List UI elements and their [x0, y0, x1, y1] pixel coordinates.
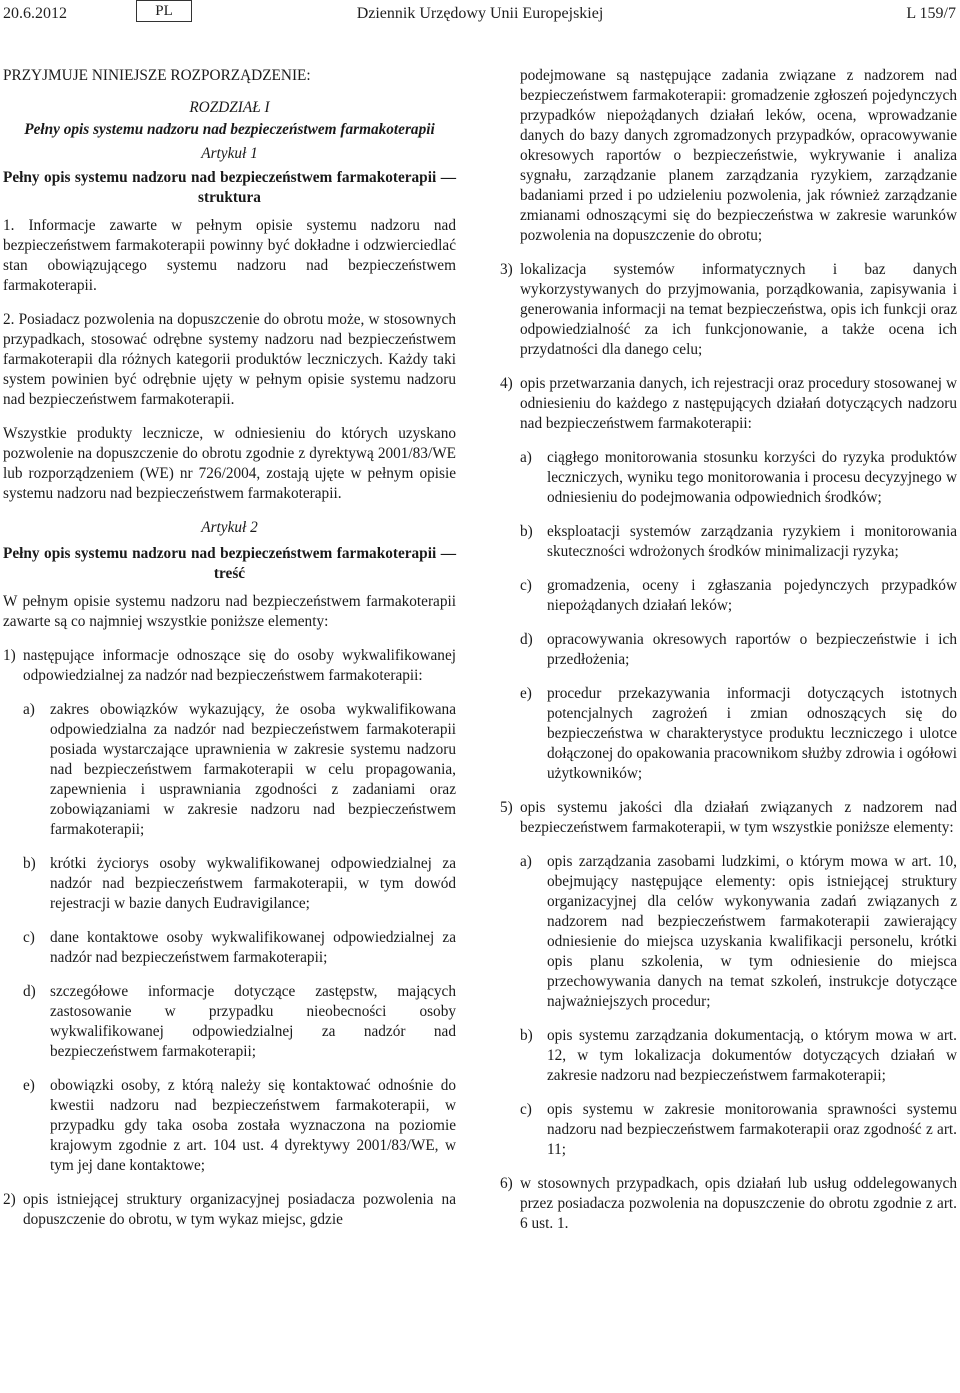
list-marker: a) [520, 449, 532, 466]
publication-date: 20.6.2012 [3, 5, 67, 22]
list-item [23, 700, 456, 840]
list-item [3, 1190, 456, 1230]
list-text: opis zarządzania zasobami ludzkimi, o którym mowa w art. 10, obejmujący następujące elementy: opis istniejącej struktury organizacyjnej dla celów wykonywania zadań związanych z nadzorem nad bezpieczeństwem farmakoterapii zawierający odniesienie do miejsca uzyskania kwalifikacji personelu, krótki opis planu szkolenia, w tym odniesienie do miejsca przechowywania danych na temat szkoleń, instrukcje dotyczące najważniejszych procedur; [547, 853, 957, 1010]
list-text: opis istniejącej struktury organizacyjnej posiadacza pozwolenia na dopuszczenie do obrotu, w tym wykaz miejsc, gdzie [23, 1191, 456, 1228]
list-item [500, 798, 957, 838]
list-text: w stosownych przypadkach, opis działań lub usług oddelegowanych przez posiadacza pozwolenia na dopuszczenie do obrotu zgodnie z art. 6 ust. 1. [520, 1175, 957, 1232]
list-item [23, 982, 456, 1062]
list-item [3, 646, 456, 686]
list-item [500, 1174, 957, 1234]
list-marker: e) [23, 1077, 35, 1094]
list-text: opracowywania okresowych raportów o bezpieczeństwie i ich przedłożenia; [547, 631, 957, 668]
list-text: gromadzenia, oceny i zgłaszania pojedynczych przypadków niepożądanych działań leków; [547, 577, 957, 614]
list-text: opis systemu jakości dla działań związanych z nadzorem nad bezpieczeństwem farmakoterapii, w tym wszystkie poniższe elementy: [520, 799, 957, 836]
chapter-title: Pełny opis systemu nadzoru nad bezpieczeństwem farmakoterapii [24, 121, 435, 138]
list-marker: c) [23, 929, 35, 946]
list-marker: 4) [500, 375, 513, 392]
list-item [500, 374, 957, 434]
page-header [0, 0, 960, 30]
article-1-paragraph-1: 1. Informacje zawarte w pełnym opisie systemu nadzoru nad bezpieczeństwem farmakoterapii powinny być dokładne i odzwierciedlać stan obowiązującego systemu nadzoru nad bezpieczeństwem farmakoterapii. [3, 217, 456, 294]
left-column [3, 66, 456, 1230]
list-text: opis przetwarzania danych, ich rejestracji oraz procedury stosowanej w odniesieniu do każdego z następujących działań dotyczących nadzoru nad bezpieczeństwem farmakoterapii: [520, 375, 957, 432]
list-text: lokalizacja systemów informatycznych i baz danych wykorzystywanych do przyjmowania, porządkowania, zapisywania i generowania informacji na temat bezpieczeństwa, opis ich funkcji oraz odpowiedzialność za ich funkcjonowanie, a także ocena ich przydatności dla danego celu; [520, 261, 957, 358]
list-marker: c) [520, 577, 532, 594]
list-marker: d) [520, 631, 533, 648]
list-marker: 3) [500, 261, 513, 278]
list-marker: c) [520, 1101, 532, 1118]
list-item [520, 522, 957, 562]
list-text: krótki życiorys osoby wykwalifikowanej odpowiedzialnej za nadzór nad bezpieczeństwem farmakoterapii, w tym dowód rejestracji w bazie danych Eudravigilance; [50, 855, 456, 912]
list-marker: 1) [3, 647, 16, 664]
journal-title: Dziennik Urzędowy Unii Europejskiej [356, 5, 604, 22]
article-2-title: Pełny opis systemu nadzoru nad bezpieczeństwem farmakoterapii — treść [3, 545, 456, 582]
language-badge: PL [136, 0, 192, 22]
list-text: obowiązki osoby, z którą należy się kontaktować odnośnie do kwestii nadzoru nad bezpieczeństwem farmakoterapii, w przypadku gdy taka osoba została wyznaczona na poziomie krajowym zgodnie z art. 104 ust. 4 dyrektywy 2001/83/WE, w tym jej dane kontaktowe; [50, 1077, 456, 1174]
list-item [520, 1026, 957, 1086]
list-item [23, 1076, 456, 1176]
article-2-intro: W pełnym opisie systemu nadzoru nad bezpieczeństwem farmakoterapii zawarte są co najmniej wszystkie poniższe elementy: [3, 593, 456, 630]
list-item [520, 630, 957, 670]
article-1-label: Artykuł 1 [201, 145, 258, 162]
list-item [520, 684, 957, 784]
chapter-label: ROZDZIAŁ I [189, 99, 270, 116]
list-marker: b) [520, 523, 533, 540]
list-text: eksploatacji systemów zarządzania ryzykiem i monitorowania skuteczności wdrożonych środków minimalizacji ryzyka; [547, 523, 957, 560]
list-item [23, 854, 456, 914]
list-marker: a) [520, 853, 532, 870]
article-1-paragraph-2: 2. Posiadacz pozwolenia na dopuszczenie do obrotu może, w stosownych przypadkach, stosować odrębne systemy nadzoru nad bezpieczeństwem farmakoterapii dla różnych kategorii produktów leczniczych. Każdy taki system powinien być odrębnie ujęty w pełnym opisie systemu nadzoru nad bezpieczeństwem farmakoterapii. [3, 311, 456, 408]
intro-statement: PRZYJMUJE NINIEJSZE ROZPORZĄDZENIE: [3, 67, 311, 84]
list-text: szczegółowe informacje dotyczące zastępstw, mających zastosowanie w przypadku nieobecności osoby wykwalifikowanej odpowiedzialnej za nadzór nad bezpieczeństwem farmakoterapii; [50, 983, 456, 1060]
list-text: opis systemu zarządzania dokumentacją, o którym mowa w art. 12, w tym lokalizacja dokumentów dotyczących działań w zakresie nadzoru nad bezpieczeństwem farmakoterapii; [547, 1027, 957, 1084]
list-item [520, 576, 957, 616]
list-item [23, 928, 456, 968]
list-text: dane kontaktowe osoby wykwalifikowanej odpowiedzialnej za nadzór nad bezpieczeństwem farmakoterapii; [50, 929, 456, 966]
list-marker: d) [23, 983, 36, 1000]
right-column [500, 66, 957, 1234]
list-item [520, 1100, 957, 1160]
list-marker: 6) [500, 1175, 513, 1192]
list-item [520, 448, 957, 508]
article-1-paragraph-3: Wszystkie produkty lecznicze, w odniesieniu do których uzyskano pozwolenie na dopuszczenie do obrotu zgodnie z dyrektywą 2001/83/WE lub rozporządzeniem (WE) nr 726/2004, zostają ujęte w pełnym opisie systemu nadzoru nad bezpieczeństwem farmakoterapii. [3, 425, 456, 502]
list-marker: 2) [3, 1191, 16, 1208]
list-marker: b) [520, 1027, 533, 1044]
list-text: ciągłego monitorowania stosunku korzyści do ryzyka produktów leczniczych, wyniku tego monitorowania i procesu decyzyjnego w odniesieniu do podejmowania odpowiednich środków; [547, 449, 957, 506]
page-reference: L 159/7 [906, 5, 956, 22]
article-1-title: Pełny opis systemu nadzoru nad bezpieczeństwem farmakoterapii — struktura [3, 169, 456, 206]
list-item [520, 852, 957, 1012]
list-marker: b) [23, 855, 36, 872]
list-item [500, 260, 957, 360]
list-text: opis systemu w zakresie monitorowania sprawności systemu nadzoru nad bezpieczeństwem farmakoterapii oraz zgodność z art. 11; [547, 1101, 957, 1158]
list-text: zakres obowiązków wykazujący, że osoba wykwalifikowana odpowiedzialna za nadzór nad bezpieczeństwem farmakoterapii posiada wystarczające uprawnienia w zakresie systemu nadzoru nad bezpieczeństwem farmakoterapii w celu propagowania, zapewnienia i usprawniania zgodności z zadaniami oraz zobowiązaniami w zakresie nadzoru nad bezpieczeństwem farmakoterapii; [50, 701, 456, 838]
list-text: następujące informacje odnoszące się do osoby wykwalifikowanej odpowiedzialnej za nadzór nad bezpieczeństwem farmakoterapii: [23, 647, 456, 684]
continued-text: podejmowane są następujące zadania związane z nadzorem nad bezpieczeństwem farmakoterapii: gromadzenie zgłoszeń pojedynczych przypadków niepożądanych działań leków, ocena, wprowadzanie danych do bazy danych zgromadzonych przypadków, opracowywanie okresowych raportów o bezpieczeństwie, wykrywanie i analiza sygnału, zarządzanie planem zarządzania ryzykiem, zarządzanie badaniami przed i po udzieleniu pozwolenia, jak również zarządzanie zmianami odnoszącymi się do bezpieczeństwa w zakresie warunków pozwolenia na dopuszczenie do obrotu; [520, 67, 957, 244]
list-marker: e) [520, 685, 532, 702]
article-2-label: Artykuł 2 [201, 519, 258, 536]
list-text: procedur przekazywania informacji dotyczących istotnych potencjalnych zagrożeń i zmian odnoszących się do bezpieczeństwa w charakterystyce produktu leczniczego i ulotce dołączonej do opakowania pracownikom służby zdrowia i ogółowi użytkowników; [547, 685, 957, 782]
list-marker: a) [23, 701, 35, 718]
list-marker: 5) [500, 799, 513, 816]
